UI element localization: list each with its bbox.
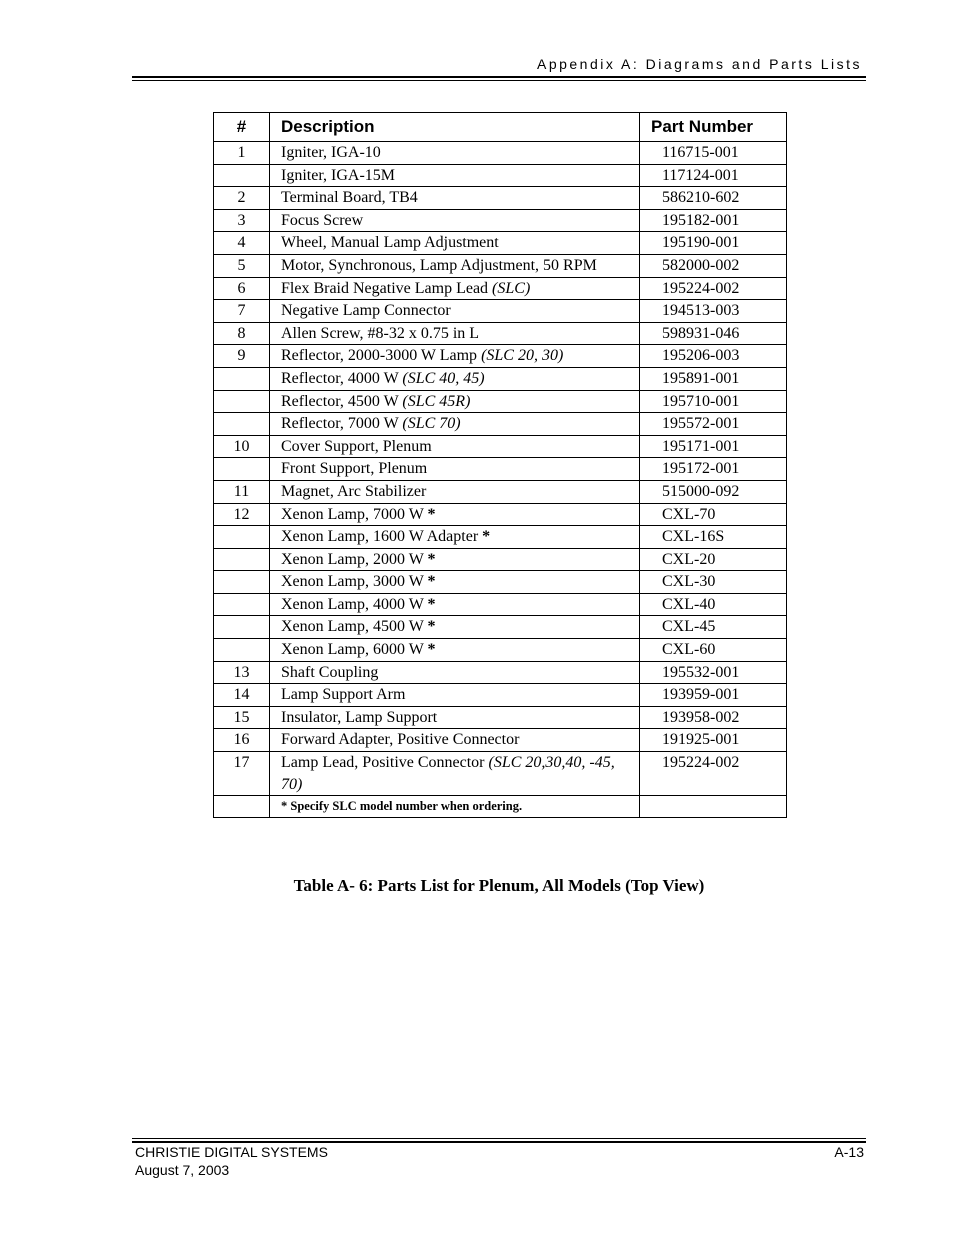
item-description [270,209,640,232]
description-text: Xenon Lamp, 7000 W [281,505,428,523]
item-number [214,548,270,571]
part-number: 117124-001 [640,164,787,187]
table-row [214,187,787,210]
footer-rule-thin [132,1138,866,1139]
part-number: 195710-001 [640,390,787,413]
item-description [270,706,640,729]
table-body [214,142,787,818]
table-row [214,684,787,707]
note-empty-cell [214,796,270,818]
item-number: 13 [214,661,270,684]
part-number: CXL-30 [640,571,787,594]
item-number [214,639,270,662]
item-number [214,526,270,549]
item-number [214,367,270,390]
description-text: Lamp Lead, Positive Connector [281,754,489,772]
item-description [270,571,640,594]
asterisk-marker: * [427,618,436,636]
asterisk-marker: * [427,505,436,523]
description-text: Reflector, 4500 W [281,392,403,410]
item-description [270,300,640,323]
item-number [214,164,270,187]
table-row [214,639,787,662]
model-applicability: (SLC 45R) [402,392,471,410]
part-number: 195224-002 [640,277,787,300]
description-text: Shaft Coupling [281,663,379,681]
note-empty-cell [640,796,787,818]
item-number: 17 [214,752,270,796]
table-row [214,593,787,616]
asterisk-marker: * [427,595,436,613]
part-number: CXL-16S [640,526,787,549]
part-number: 194513-003 [640,300,787,323]
col-header-description: Description [270,113,640,142]
item-description [270,480,640,503]
table-row [214,616,787,639]
item-description [270,616,640,639]
table-row [214,209,787,232]
item-number: 6 [214,277,270,300]
item-number [214,413,270,436]
description-text: Forward Adapter, Positive Connector [281,731,520,749]
item-number: 3 [214,209,270,232]
asterisk-marker: * [427,641,436,659]
table-row [214,480,787,503]
part-number: 195172-001 [640,458,787,481]
item-description [270,232,640,255]
table-row [214,367,787,390]
table-row [214,345,787,368]
item-number [214,390,270,413]
table-row [214,390,787,413]
item-number: 15 [214,706,270,729]
item-description [270,142,640,165]
running-header: Appendix A: Diagrams and Parts Lists [536,56,862,72]
item-number: 1 [214,142,270,165]
part-number: 515000-092 [640,480,787,503]
item-description [270,639,640,662]
table-row [214,254,787,277]
asterisk-marker: * [427,550,436,568]
item-description [270,752,640,796]
item-number: 12 [214,503,270,526]
asterisk-marker: * [427,573,436,591]
model-applicability: (SLC) [492,279,531,297]
table-row [214,232,787,255]
table-row [214,548,787,571]
table-row [214,661,787,684]
part-number: 195532-001 [640,661,787,684]
description-text: Cover Support, Plenum [281,437,432,455]
item-description [270,526,640,549]
description-text: Xenon Lamp, 4500 W [281,618,428,636]
table-row [214,706,787,729]
part-number: 598931-046 [640,322,787,345]
description-text: Front Support, Plenum [281,460,428,478]
table-row [214,526,787,549]
item-description [270,390,640,413]
part-number: 195206-003 [640,345,787,368]
part-number: CXL-60 [640,639,787,662]
part-number: 195572-001 [640,413,787,436]
item-description [270,413,640,436]
item-number: 10 [214,435,270,458]
item-number [214,571,270,594]
description-text: Focus Screw [281,211,364,229]
part-number: 195224-002 [640,752,787,796]
part-number: CXL-20 [640,548,787,571]
item-description [270,458,640,481]
model-applicability: (SLC 20,30,40, -45, 70) [281,754,615,793]
parts-table [213,112,787,818]
description-text: Xenon Lamp, 2000 W [281,550,428,568]
description-text: Xenon Lamp, 6000 W [281,641,428,659]
item-description [270,435,640,458]
col-header-number: # [214,113,270,142]
item-number [214,458,270,481]
description-text: Xenon Lamp, 3000 W [281,573,428,591]
description-text: Motor, Synchronous, Lamp Adjustment, 50 RPM [281,256,597,274]
item-description [270,661,640,684]
table-row [214,322,787,345]
part-number: CXL-40 [640,593,787,616]
item-description [270,729,640,752]
item-number: 11 [214,480,270,503]
description-text: Lamp Support Arm [281,686,406,704]
part-number: 582000-002 [640,254,787,277]
description-text: Negative Lamp Connector [281,302,451,320]
part-number: 195891-001 [640,367,787,390]
header-rule-thin [132,80,866,81]
item-number: 4 [214,232,270,255]
item-description [270,548,640,571]
table-row [214,571,787,594]
item-description [270,593,640,616]
description-text: Xenon Lamp, 4000 W [281,595,428,613]
model-applicability: (SLC 20, 30) [481,347,564,365]
table-row [214,142,787,165]
table-note-row [214,796,787,818]
part-number: 191925-001 [640,729,787,752]
ordering-note: * Specify SLC model number when ordering. [270,796,640,818]
table-row [214,413,787,436]
table-row [214,458,787,481]
item-description [270,503,640,526]
footer-left [135,1143,328,1179]
item-description [270,367,640,390]
item-description [270,322,640,345]
table-row [214,300,787,323]
footer-date: August 7, 2003 [135,1162,230,1178]
item-number: 7 [214,300,270,323]
item-description [270,254,640,277]
item-description [270,277,640,300]
item-number: 2 [214,187,270,210]
part-number: 116715-001 [640,142,787,165]
description-text: Allen Screw, #8-32 x 0.75 in L [281,324,480,342]
table-row [214,752,787,796]
model-applicability: (SLC 70) [402,415,461,433]
description-text: Wheel, Manual Lamp Adjustment [281,234,499,252]
item-number: 5 [214,254,270,277]
description-text: Reflector, 2000-3000 W Lamp [281,347,482,365]
table-row [214,729,787,752]
description-text: Reflector, 4000 W [281,369,403,387]
table-caption: Table A- 6: Parts List for Plenum, All Models (Top View) [293,876,705,895]
model-applicability: (SLC 40, 45) [402,369,485,387]
part-number: 193958-002 [640,706,787,729]
item-number: 8 [214,322,270,345]
table-row [214,164,787,187]
description-text: Terminal Board, TB4 [281,189,418,207]
asterisk-marker: * [482,528,491,546]
table-header-row [214,113,787,142]
item-number: 14 [214,684,270,707]
description-text: Insulator, Lamp Support [281,708,438,726]
part-number: CXL-70 [640,503,787,526]
item-number [214,593,270,616]
part-number: 195182-001 [640,209,787,232]
part-number: 195190-001 [640,232,787,255]
item-number [214,616,270,639]
item-description [270,345,640,368]
description-text: Igniter, IGA-15M [281,166,395,184]
table-row [214,277,787,300]
header-rule [132,76,866,78]
footer-company: CHRISTIE DIGITAL SYSTEMS [135,1144,328,1160]
col-header-part-number: Part Number [640,113,787,142]
description-text: Magnet, Arc Stabilizer [281,482,427,500]
part-number: 195171-001 [640,435,787,458]
part-number: CXL-45 [640,616,787,639]
description-text: Igniter, IGA-10 [281,144,381,161]
description-text: Flex Braid Negative Lamp Lead [281,279,493,297]
item-number: 9 [214,345,270,368]
item-number: 16 [214,729,270,752]
item-description [270,164,640,187]
item-description [270,187,640,210]
item-description [270,684,640,707]
table-row [214,435,787,458]
description-text: Reflector, 7000 W [281,415,403,433]
part-number: 586210-602 [640,187,787,210]
part-number: 193959-001 [640,684,787,707]
table-row [214,503,787,526]
page-number: A-13 [834,1144,864,1160]
description-text: Xenon Lamp, 1600 W Adapter [281,528,483,546]
